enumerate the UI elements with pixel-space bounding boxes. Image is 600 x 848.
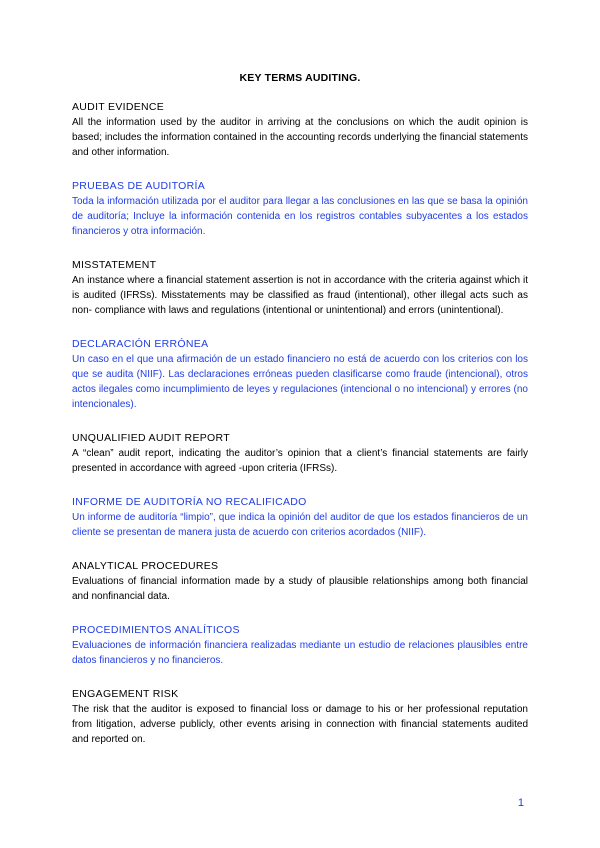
page-number: 1	[517, 797, 524, 809]
term-definition: Un informe de auditoría “limpio”, que indica la opinión del auditor de que los estados financieros de un cliente se presentan de manera justa de acuerdo con criterios acordados (NIIF).	[72, 512, 528, 538]
glossary-entry-procedimientos-analiticos	[72, 623, 528, 668]
term-definition: The risk that the auditor is exposed to financial loss or damage to his or her professional reputation from litigation, adverse publicly, other events arising in connection with financial statements audited and reported on.	[72, 704, 528, 745]
term-definition: Evaluations of financial information made by a study of plausible relationships among both financial and nonfinancial data.	[72, 576, 528, 602]
term-definition: Evaluaciones de información financiera realizadas mediante un estudio de relaciones plausibles entre datos financieros y no financieros.	[72, 640, 528, 666]
term-definition: Toda la información utilizada por el auditor para llegar a las conclusiones en las que se basa la opinión de auditoría; Incluye la información contenida en los registros contables subyacentes a los estados financieros y otra información.	[72, 196, 528, 237]
glossary-entry-audit-evidence	[72, 100, 528, 160]
term-heading: AUDIT EVIDENCE	[72, 101, 165, 113]
term-definition: Un caso en el que una afirmación de un estado financiero no está de acuerdo con los criterios con los que se audita (NIIF). Las declaraciones erróneas pueden clasificarse como fraude (intencional), otros actos ilegales como incumplimiento de leyes y regulaciones (intencional o no intencional) y errores (no intencionales).	[72, 354, 528, 410]
term-heading: PRUEBAS DE AUDITORÍA	[72, 180, 206, 192]
term-heading: INFORME DE AUDITORÍA NO RECALIFICADO	[72, 496, 307, 508]
term-heading: UNQUALIFIED AUDIT REPORT	[72, 432, 230, 444]
glossary	[72, 100, 528, 766]
document-title: KEY TERMS AUDITING.	[239, 72, 361, 84]
term-definition: An instance where a financial statement assertion is not in accordance with the criteria against which it is audited (IFRSs). Misstatements may be classified as fraud (intentional), other illegal acts such as non- compliance with laws and regulations (intentional or unintentional) and errors (unintentional).	[72, 275, 528, 316]
term-heading: PROCEDIMIENTOS ANALÍTICOS	[72, 624, 240, 636]
glossary-entry-misstatement	[72, 258, 528, 318]
term-heading: DECLARACIÓN ERRÓNEA	[72, 338, 209, 350]
glossary-entry-analytical-procedures	[72, 559, 528, 604]
term-heading: MISSTATEMENT	[72, 259, 157, 271]
glossary-entry-declaracion-erronea	[72, 337, 528, 412]
glossary-entry-unqualified-audit-report	[72, 431, 528, 476]
term-definition: A “clean” audit report, indicating the auditor’s opinion that a client’s financial statements are fairly presented in accordance with agreed -upon criteria (IFRSs).	[72, 448, 528, 474]
term-heading: ENGAGEMENT RISK	[72, 688, 179, 700]
term-definition: All the information used by the auditor in arriving at the conclusions on which the audit opinion is based; includes the information contained in the accounting records underlying the financial statements and other information.	[72, 117, 528, 158]
glossary-entry-informe-de-auditoria	[72, 495, 528, 540]
glossary-entry-engagement-risk	[72, 687, 528, 747]
term-heading: ANALYTICAL PROCEDURES	[72, 560, 219, 572]
glossary-entry-pruebas-de-auditoria	[72, 179, 528, 239]
